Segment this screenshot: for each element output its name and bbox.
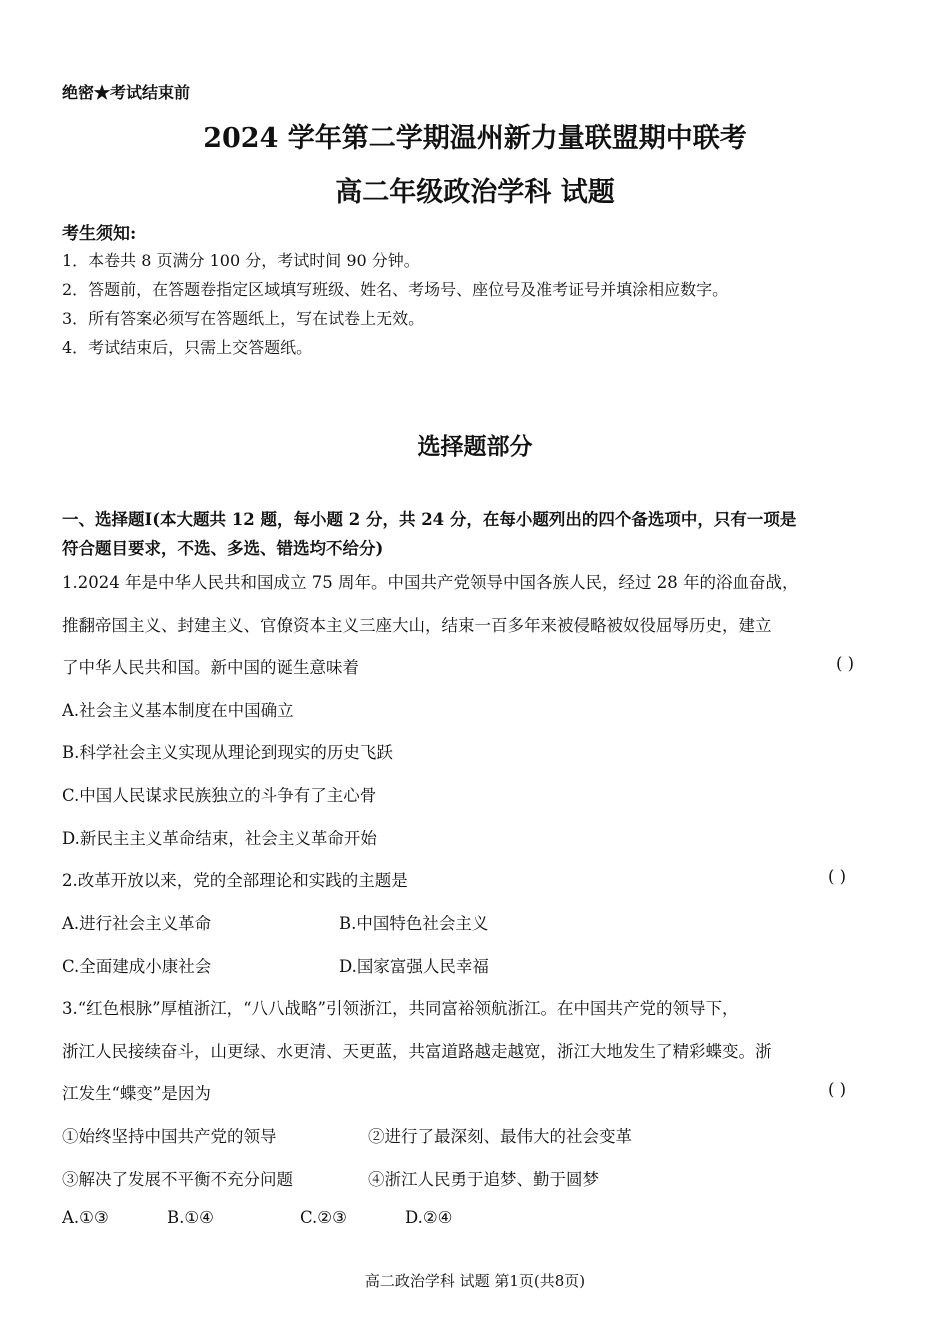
- question-3-option-d: D.②④: [405, 1208, 453, 1227]
- section-title: 选择题部分: [417, 433, 533, 460]
- question-3-option-a: A.①③: [62, 1208, 109, 1227]
- answer-parentheses: ( ): [828, 867, 847, 886]
- question-1-option-d: D.新民主主义革命结束，社会主义革命开始: [62, 829, 377, 848]
- notice-item: 4．考试结束后，只需上交答题纸。: [62, 338, 313, 357]
- question-1-option-b: B.科学社会主义实现从理论到现实的历史飞跃: [62, 743, 393, 762]
- confidential-label: 绝密★考试结束前: [62, 83, 191, 102]
- question-3-item-1: ①始终坚持中国共产党的领导: [62, 1127, 277, 1146]
- answer-parentheses: ( ): [836, 654, 855, 673]
- question-3-option-c: C.②③: [300, 1208, 347, 1227]
- question-2-option-a: A.进行社会主义革命: [62, 914, 212, 933]
- question-2-option-c: C.全面建成小康社会: [62, 957, 212, 976]
- notice-item: 3．所有答案必须写在答题纸上，写在试卷上无效。: [62, 309, 425, 328]
- notice-item: 2．答题前，在答题卷指定区域填写班级、姓名、考场号、座位号及准考证号并填涂相应数字。: [62, 280, 729, 299]
- question-1-option-a: A.社会主义基本制度在中国确立: [62, 701, 294, 720]
- question-3-option-b: B.①④: [167, 1208, 214, 1227]
- notice-heading: 考生须知:: [62, 224, 137, 244]
- exam-subtitle: 高二年级政治学科 试题: [335, 177, 615, 208]
- question-2-option-d: D.国家富强人民幸福: [339, 957, 489, 976]
- question-2-stem: 2.改革开放以来，党的全部理论和实践的主题是: [62, 871, 408, 890]
- question-3-stem: 浙江人民接续奋斗，山更绿、水更清、天更蓝，共富道路越走越宽，浙江大地发生了精彩蝶变。浙: [62, 1042, 772, 1061]
- question-3-item-4: ④浙江人民勇于追梦、勤于圆梦: [368, 1170, 599, 1189]
- question-1-stem: 了中华人民共和国。新中国的诞生意味着: [62, 658, 359, 677]
- question-2-option-b: B.中国特色社会主义: [339, 914, 489, 933]
- section-instruction: 一、选择题Ⅰ(本大题共 12 题，每小题 2 分，共 24 分，在每小题列出的四个备选项中，只有一项是: [62, 510, 797, 529]
- question-3-stem: 江发生“蝶变”是因为: [62, 1084, 211, 1103]
- section-instruction: 符合题目要求，不选、多选、错选均不给分): [62, 539, 384, 558]
- exam-title: 2024 学年第二学期温州新力量联盟期中联考: [203, 123, 747, 154]
- question-3-stem: 3.“红色根脉”厚植浙江，“八八战略”引领浙江，共同富裕领航浙江。在中国共产党的领导下，: [62, 999, 739, 1018]
- question-3-item-3: ③解决了发展不平衡不充分问题: [62, 1170, 293, 1189]
- question-1-option-c: C.中国人民谋求民族独立的斗争有了主心骨: [62, 786, 377, 805]
- page-footer: 高二政治学科 试题 第1页(共8页): [364, 1272, 586, 1290]
- notice-item: 1．本卷共 8 页满分 100 分，考试时间 90 分钟。: [62, 251, 420, 270]
- answer-parentheses: ( ): [828, 1080, 847, 1099]
- question-1-stem: 1.2024 年是中华人民共和国成立 75 周年。中国共产党领导中国各族人民，经过 28 年的浴血奋战，: [62, 573, 799, 592]
- question-3-item-2: ②进行了最深刻、最伟大的社会变革: [368, 1127, 632, 1146]
- question-1-stem: 推翻帝国主义、封建主义、官僚资本主义三座大山，结束一百多年来被侵略被奴役屈辱历史，建立: [62, 616, 772, 635]
